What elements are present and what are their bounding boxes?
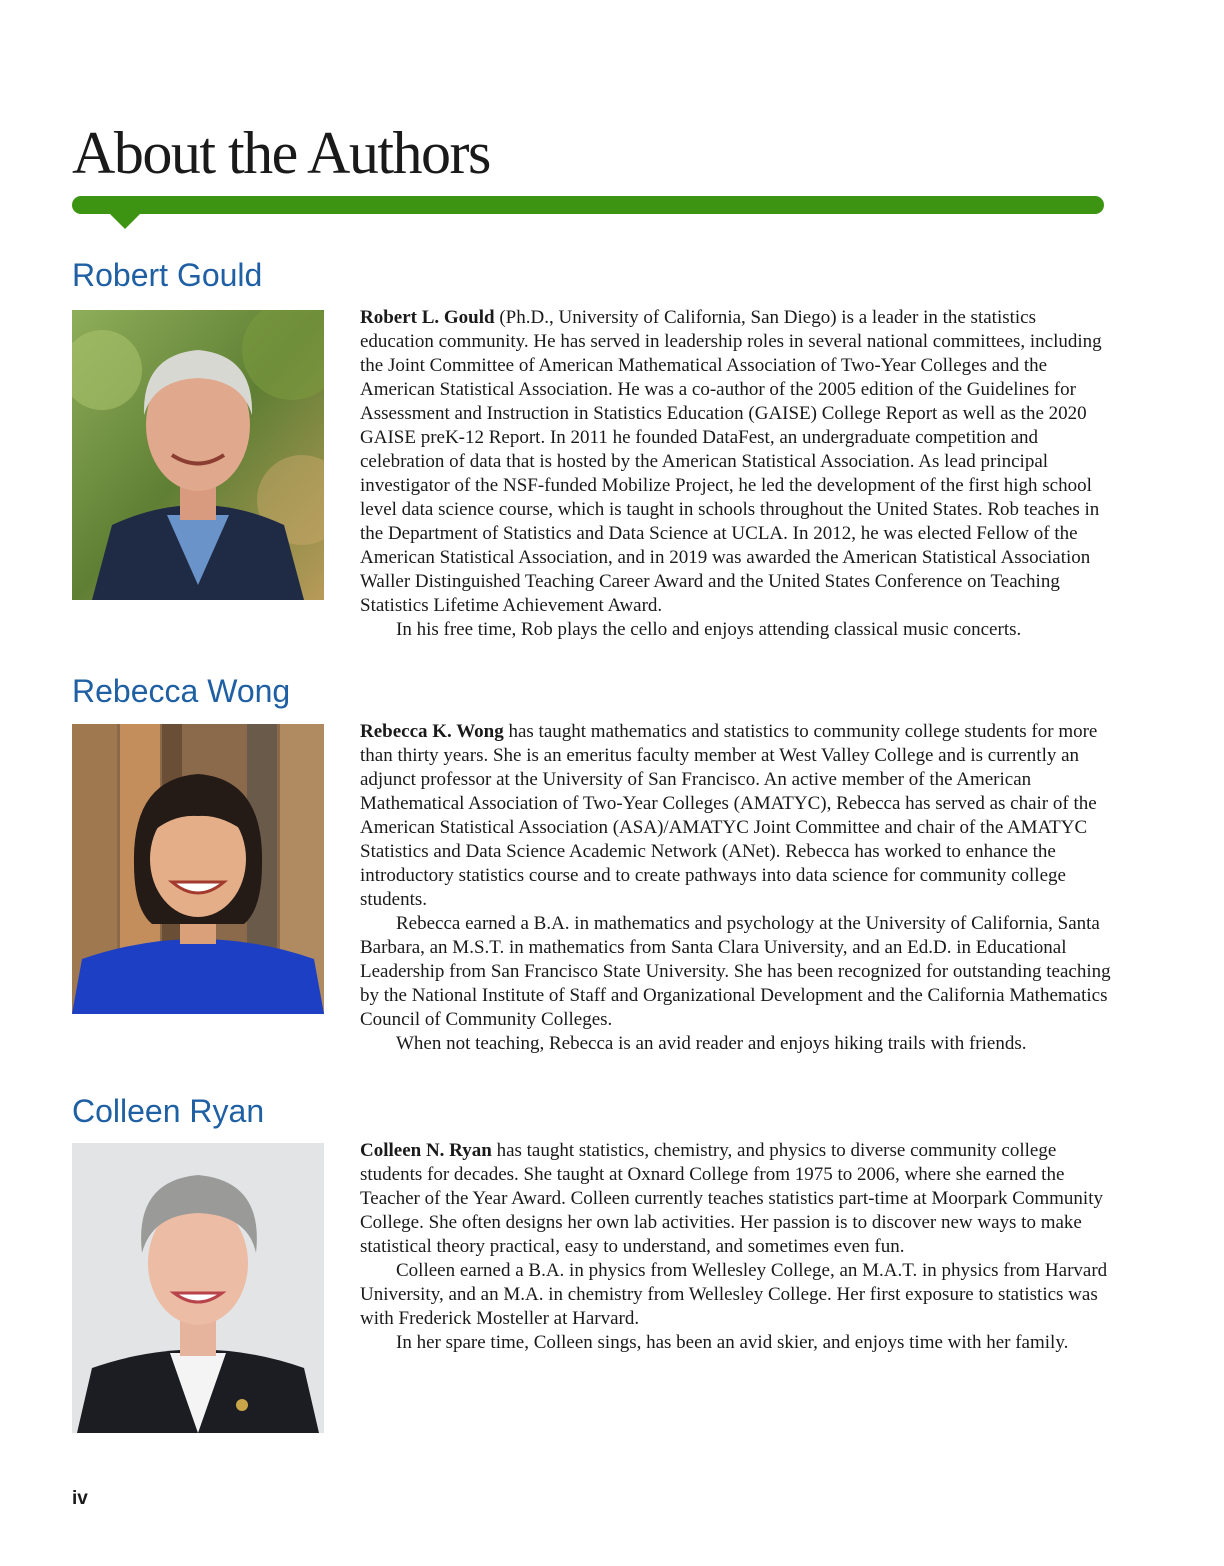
bio-paragraph bbox=[360, 720, 1112, 912]
author-name-colleen-ryan: Colleen Ryan bbox=[72, 1093, 265, 1129]
author-photo-colleen-ryan bbox=[72, 1143, 324, 1433]
bio-paragraph bbox=[360, 1139, 1112, 1259]
page-number: iv bbox=[72, 1488, 88, 1509]
author-photo-robert-gould bbox=[72, 310, 324, 600]
bio-paragraph: In his free time, Rob plays the cello and enjoys attending classical music concerts. bbox=[396, 619, 1022, 640]
bio-paragraph: In her spare time, Colleen sings, has been an avid skier, and enjoys time with her family. bbox=[396, 1332, 1069, 1353]
bio-paragraph: Colleen earned a B.A. in physics from Wellesley College, an M.A.T. in physics from Harvard University, and an M.A. in chemistry from Wellesley College. Her first exposure to statistics was with Frederick Mosteller at Harvard. bbox=[360, 1260, 1108, 1329]
bio-paragraph: Rebecca earned a B.A. in mathematics and psychology at the University of California, Santa Barbara, an M.S.T. in mathematics from Santa Clara University, and an Ed.D. in Educational Leadership from San Francisco State University. She has been recognized for outstanding teaching by the National Institute of Staff and Organizational Development and the California Mathematics Council of Community Colleges. bbox=[360, 913, 1111, 1030]
bio-paragraph bbox=[360, 306, 1112, 618]
author-name-rebecca-wong: Rebecca Wong bbox=[72, 673, 291, 709]
author-bio-robert-gould bbox=[360, 306, 1112, 642]
title-rule-notch bbox=[108, 212, 142, 229]
bio-text: has taught statistics, chemistry, and physics to diverse community college students for decades. She taught at Oxnard College from 1975 to 2006, where she earned the Teacher of the Year Award. Colleen currently teaches statistics part-time at Moorpark Community College. She often designs her own lab activities. Her passion is to discover new ways to make statistical theory practical, easy to understand, and sometimes even fun. bbox=[360, 1140, 1103, 1257]
page-title: About the Authors bbox=[72, 120, 490, 186]
author-photo-rebecca-wong bbox=[72, 724, 324, 1014]
bio-text: has taught mathematics and statistics to community college students for more than thirty years. She is an emeritus faculty member at West Valley College and is currently an adjunct professor at the University of San Francisco. An active member of the American Mathematical Association of Two-Year Colleges (AMATYC), Rebecca has served as chair of the American Statistical Association (ASA)/AMATYC Joint Committee and chair of the AMATYC Statistics and Data Science Academic Network (ANet). Rebecca has worked to enhance the introductory statistics course and to create pathways into data science for community college students. bbox=[360, 721, 1098, 910]
author-bio-colleen-ryan bbox=[360, 1139, 1112, 1355]
author-name-robert-gould: Robert Gould bbox=[72, 257, 263, 293]
bio-text: (Ph.D., University of California, San Diego) is a leader in the statistics education community. He has served in leadership roles in several national committees, including the Joint Committee of American Mathematical Association of Two-Year Colleges and the American Statistical Association. He was a co-author of the 2005 edition of the Guidelines for Assessment and Instruction in Statistics Education (GAISE) College Report as well as the 2020 GAISE preK-12 Report. In 2011 he founded DataFest, an undergraduate competition and celebration of data that is hosted by the American Statistical Association. As lead principal investigator of the NSF-funded Mobilize Project, he led the development of the first high school level data science course, which is taught in schools throughout the United States. Rob teaches in the Department of Statistics and Data Science at UCLA. In 2012, he was elected Fellow of the American Statistical Association, and in 2019 was awarded the American Statistical Association Waller Distinguished Teaching Career Award and the United States Conference on Teaching Statistics Lifetime Achievement Award. bbox=[360, 307, 1102, 616]
author-bio-rebecca-wong bbox=[360, 720, 1112, 1056]
bio-lead-name: Robert L. Gould bbox=[360, 307, 495, 328]
title-rule bbox=[72, 196, 1104, 214]
bio-paragraph: When not teaching, Rebecca is an avid reader and enjoys hiking trails with friends. bbox=[396, 1033, 1027, 1054]
bio-lead-name: Colleen N. Ryan bbox=[360, 1140, 492, 1161]
bio-lead-name: Rebecca K. Wong bbox=[360, 721, 504, 742]
